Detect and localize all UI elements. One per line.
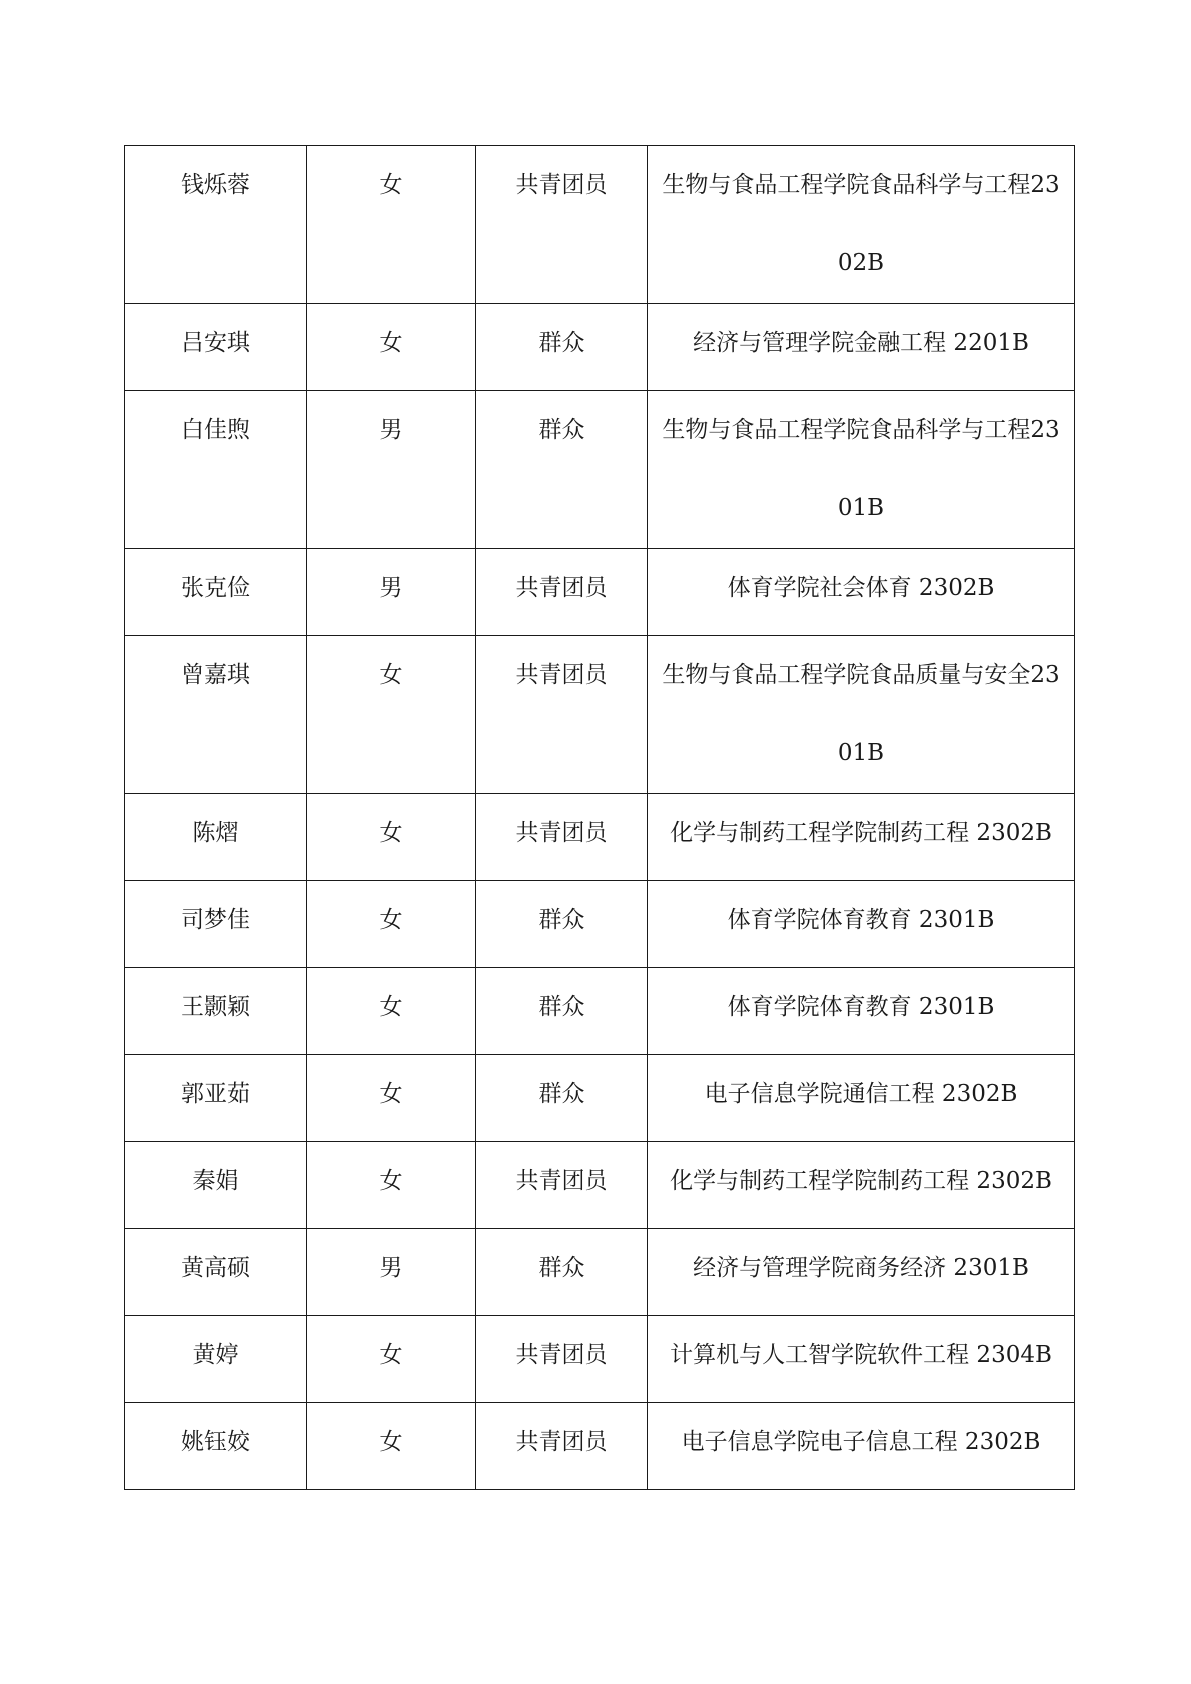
student-gender: 女 (379, 172, 403, 198)
gender-cell (307, 304, 476, 391)
student-name: 黄高硕 (181, 1255, 250, 1281)
major-cell (648, 549, 1075, 636)
gender-cell (307, 1403, 476, 1490)
student-major: 经济与管理学院商务经济 2301B (693, 1255, 1029, 1281)
student-name: 黄婷 (192, 1342, 239, 1368)
student-gender: 男 (379, 575, 403, 601)
student-politics: 群众 (538, 907, 585, 933)
politics-cell (476, 1055, 648, 1142)
table-row (125, 1055, 1075, 1142)
student-name: 郭亚茹 (181, 1081, 250, 1107)
student-politics: 群众 (538, 417, 585, 443)
student-name: 钱烁蓉 (181, 172, 250, 198)
name-cell (125, 794, 307, 881)
student-politics: 共青团员 (515, 662, 608, 688)
student-major: 电子信息学院通信工程 2302B (704, 1081, 1018, 1107)
student-major: 化学与制药工程学院制药工程 2302B (670, 1168, 1052, 1194)
politics-cell (476, 549, 648, 636)
student-major: 体育学院体育教育 2301B (727, 907, 995, 933)
politics-cell (476, 391, 648, 549)
politics-cell (476, 304, 648, 391)
student-gender: 女 (379, 662, 403, 688)
gender-cell (307, 1316, 476, 1403)
student-name: 张克俭 (181, 575, 250, 601)
major-cell (648, 968, 1075, 1055)
student-name: 陈熠 (192, 820, 239, 846)
politics-cell (476, 146, 648, 304)
student-major: 生物与食品工程学院食品科学与工程2302B (662, 172, 1060, 276)
major-cell (648, 1055, 1075, 1142)
gender-cell (307, 549, 476, 636)
politics-cell (476, 881, 648, 968)
major-cell (648, 1229, 1075, 1316)
major-cell (648, 1316, 1075, 1403)
name-cell (125, 391, 307, 549)
name-cell (125, 636, 307, 794)
student-gender: 女 (379, 994, 403, 1020)
name-cell (125, 881, 307, 968)
student-major: 电子信息学院电子信息工程 2302B (681, 1429, 1041, 1455)
student-politics: 共青团员 (515, 1429, 608, 1455)
name-cell (125, 549, 307, 636)
major-cell (648, 1142, 1075, 1229)
student-politics: 共青团员 (515, 1342, 608, 1368)
politics-cell (476, 1316, 648, 1403)
student-politics: 共青团员 (515, 575, 608, 601)
gender-cell (307, 1055, 476, 1142)
student-gender: 女 (379, 907, 403, 933)
table-row (125, 1403, 1075, 1490)
table-row (125, 1142, 1075, 1229)
gender-cell (307, 881, 476, 968)
table-row (125, 1229, 1075, 1316)
table-row (125, 304, 1075, 391)
major-cell (648, 794, 1075, 881)
table-row (125, 549, 1075, 636)
gender-cell (307, 146, 476, 304)
politics-cell (476, 1229, 648, 1316)
student-major: 经济与管理学院金融工程 2201B (693, 330, 1029, 356)
student-gender: 男 (379, 417, 403, 443)
table-row (125, 794, 1075, 881)
gender-cell (307, 636, 476, 794)
student-major: 体育学院社会体育 2302B (727, 575, 995, 601)
politics-cell (476, 968, 648, 1055)
student-politics: 共青团员 (515, 172, 608, 198)
student-gender: 女 (379, 1429, 403, 1455)
table-row (125, 391, 1075, 549)
major-cell (648, 636, 1075, 794)
name-cell (125, 1055, 307, 1142)
name-cell (125, 146, 307, 304)
major-cell (648, 1403, 1075, 1490)
politics-cell (476, 1142, 648, 1229)
politics-cell (476, 636, 648, 794)
student-politics: 共青团员 (515, 820, 608, 846)
gender-cell (307, 1229, 476, 1316)
name-cell (125, 1229, 307, 1316)
student-gender: 女 (379, 330, 403, 356)
major-cell (648, 146, 1075, 304)
student-gender: 女 (379, 1342, 403, 1368)
student-name: 姚钰姣 (181, 1429, 250, 1455)
student-gender: 男 (379, 1255, 403, 1281)
major-cell (648, 881, 1075, 968)
politics-cell (476, 1403, 648, 1490)
student-gender: 女 (379, 1081, 403, 1107)
politics-cell (476, 794, 648, 881)
name-cell (125, 304, 307, 391)
student-name: 曾嘉琪 (181, 662, 250, 688)
student-name: 王颢颖 (181, 994, 250, 1020)
student-politics: 群众 (538, 330, 585, 356)
gender-cell (307, 391, 476, 549)
table-body (125, 146, 1075, 1490)
student-gender: 女 (379, 1168, 403, 1194)
name-cell (125, 1403, 307, 1490)
student-name: 司梦佳 (181, 907, 250, 933)
student-gender: 女 (379, 820, 403, 846)
gender-cell (307, 794, 476, 881)
gender-cell (307, 968, 476, 1055)
major-cell (648, 391, 1075, 549)
name-cell (125, 1316, 307, 1403)
name-cell (125, 1142, 307, 1229)
student-major: 生物与食品工程学院食品质量与安全2301B (662, 662, 1060, 766)
name-cell (125, 968, 307, 1055)
student-politics: 群众 (538, 1081, 585, 1107)
table-row (125, 968, 1075, 1055)
student-politics: 群众 (538, 994, 585, 1020)
student-major: 生物与食品工程学院食品科学与工程2301B (662, 417, 1060, 521)
student-politics: 共青团员 (515, 1168, 608, 1194)
table-row (125, 636, 1075, 794)
student-major: 计算机与人工智学院软件工程 2304B (670, 1342, 1052, 1368)
student-name: 白佳煦 (181, 417, 250, 443)
student-table (124, 145, 1075, 1490)
table-row (125, 1316, 1075, 1403)
major-cell (648, 304, 1075, 391)
student-name: 吕安琪 (181, 330, 250, 356)
student-name: 秦娟 (192, 1168, 239, 1194)
student-major: 体育学院体育教育 2301B (727, 994, 995, 1020)
student-major: 化学与制药工程学院制药工程 2302B (670, 820, 1052, 846)
table-row (125, 881, 1075, 968)
gender-cell (307, 1142, 476, 1229)
student-politics: 群众 (538, 1255, 585, 1281)
table-row (125, 146, 1075, 304)
